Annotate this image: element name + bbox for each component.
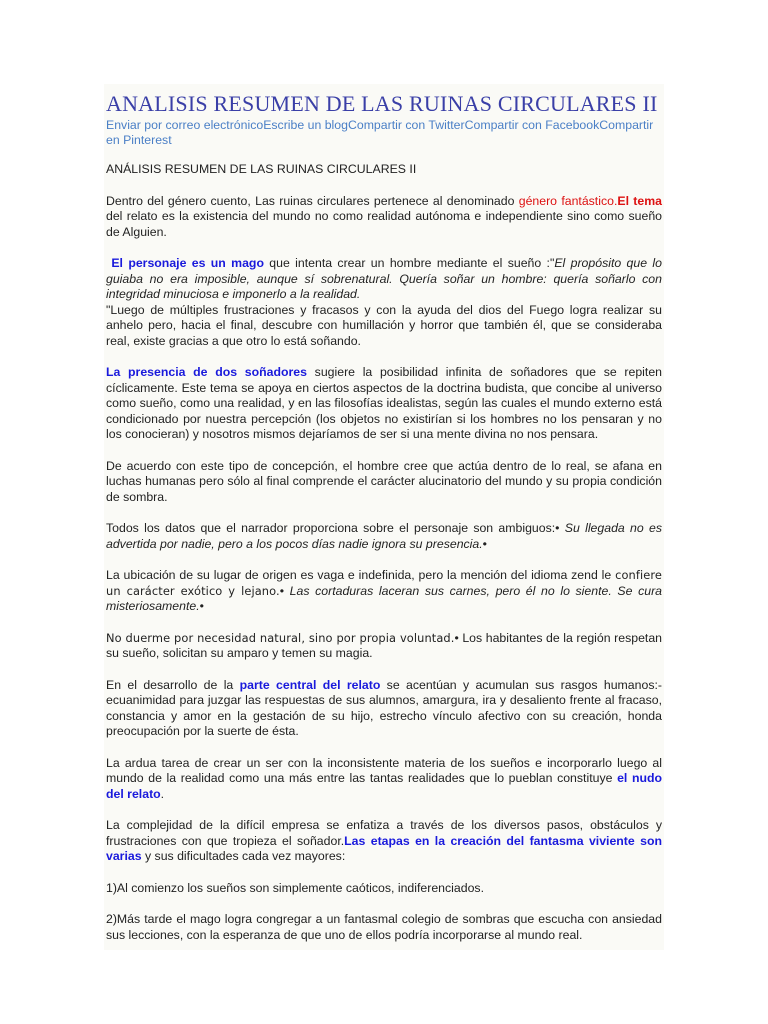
text: se acentúan y acumulan sus rasgos humanos:- ecuanimidad para juzgar las respuestas de sus alumnos, amargura, ira y desaliento frente al fracaso, constancia y amor en la gestación de su hijo, estrecho vínculo afectivo con su creación, honda preocupación por la suerte de ésta.: [106, 677, 662, 738]
genre-highlight: género fantástico: [518, 193, 614, 208]
parte-central-highlight: parte central del relato: [239, 677, 381, 692]
share-pinterest-link[interactable]: Compartir en Pinterest: [106, 118, 654, 147]
paragraph-12: 2)Más tarde el mago logra congregar a un fantasmal colegio de sombras que escucha con ansiedad sus lecciones, con la esperanza de que uno de ellos podría incorporarse al mundo real.: [106, 912, 662, 942]
nudo-highlight: el nudo del relato: [106, 771, 663, 801]
text: que intenta crear un hombre mediante el sueño :": [263, 256, 555, 270]
presencia-highlight: La presencia de dos soñadores: [106, 365, 307, 379]
share-blog-link[interactable]: Escribe un blog: [263, 118, 348, 132]
paragraph-8: [106, 678, 662, 740]
text: No duerme por necesidad natural, sino por propia voluntad.: [106, 630, 455, 645]
article-panel: [104, 84, 664, 950]
text: La ubicación de su lugar de origen es vaga e indefinida, pero la mención del idioma zend le: [106, 568, 616, 582]
quote-llegada: Su llegada no es advertida por nadie, pero a los pocos días nadie ignora su presencia.: [106, 521, 662, 551]
text: •: [279, 583, 290, 598]
paragraph-3: [106, 365, 662, 443]
text: y sus dificultades cada vez mayores:: [141, 849, 346, 863]
share-facebook-link[interactable]: Compartir con Facebook: [464, 118, 600, 132]
text: •: [199, 599, 204, 613]
text: •: [482, 536, 487, 551]
paragraph-10: [106, 818, 662, 865]
text: .: [613, 193, 618, 208]
paragraph-5: [106, 521, 662, 552]
share-links: [106, 118, 664, 148]
paragraph-9: [106, 756, 662, 803]
text: En el desarrollo de la: [106, 677, 240, 692]
text: Todos los datos que el narrador proporciona sobre el personaje son ambiguos:•: [106, 521, 565, 535]
text: La complejidad de la difícil empresa se enfatiza a través de los diversos pasos, obstáculos y frustraciones con que tropieza el soñador.: [106, 818, 662, 848]
text: Dentro del género cuento, Las ruinas circulares pertenece al denominado: [106, 193, 519, 208]
paragraph-2: [106, 256, 662, 349]
paragraph-4: De acuerdo con este tipo de concepción, el hombre cree que actúa dentro de lo real, se afana en luchas humanas pero sólo al final comprende el carácter alucinatorio del mundo y su propia condición de sombra.: [106, 458, 662, 504]
text: .: [160, 786, 165, 801]
paragraph-7: [106, 631, 662, 662]
etapas-highlight: Las etapas en la creación del fantasma viviente son varias: [106, 833, 662, 863]
text: La ardua tarea de crear un ser con la inconsistente materia de los sueños e incorporarlo luego al mundo de la realidad como una más entre las tantas realidades que lo pueblan constituye: [106, 755, 662, 785]
share-email-link[interactable]: Enviar por correo electrónico: [106, 118, 264, 132]
text: sugiere la posibilidad infinita de soñadores que se repiten cíclicamente. Este tema se apoya en ciertos aspectos de la doctrina budista, que concibe al universo como sueño, como una realidad, y en las filosofías idealistas, según las cuales el mundo externo está condicionado por nuestra percepción (los objetos no existirían si los hombres no los pensaran y no los conocieran) y nosotros mismos dejaríamos de ser si una mente divina no nos pensara.: [106, 365, 663, 441]
article-body: [104, 162, 664, 943]
tema-highlight: El tema: [617, 193, 662, 208]
quote-proposito: El propósito que lo guiaba no era imposible, aunque sí sobrenatural. Quería soñar un hombre: quería soñarlo con integridad minuciosa e imponerlo a la realidad.: [106, 256, 662, 301]
article-title: ANALISIS RESUMEN DE LAS RUINAS CIRCULARES II: [106, 91, 658, 116]
text: del relato es la existencia del mundo no como realidad autónoma e independiente sino como sueño de Alguien.: [106, 209, 662, 239]
text: confiere un carácter exótico y lejano.: [106, 568, 662, 598]
text: • Los habitantes de la región respetan su sueño, solicitan su amparo y temen su magia.: [106, 630, 662, 660]
share-twitter-link[interactable]: Compartir con Twitter: [347, 118, 465, 132]
article-subtitle: ANÁLISIS RESUMEN DE LAS RUINAS CIRCULARES II: [106, 162, 417, 176]
text: "Luego de múltiples frustraciones y fracasos y con la ayuda del dios del Fuego logra realizar su anhelo pero, hacia el final, descubre con humillación y horror que también él, que se consideraba real, existe gracias a que otro lo está soñando.: [106, 302, 662, 348]
mago-highlight: El personaje es un mago: [111, 256, 264, 270]
paragraph-1: [106, 194, 662, 241]
paragraph-11: 1)Al comienzo los sueños son simplemente caóticos, indiferenciados.: [106, 880, 484, 895]
quote-cortaduras: Las cortaduras laceran sus carnes, pero él no lo siente. Se cura misteriosamente.: [106, 583, 662, 613]
paragraph-6: [106, 568, 662, 615]
